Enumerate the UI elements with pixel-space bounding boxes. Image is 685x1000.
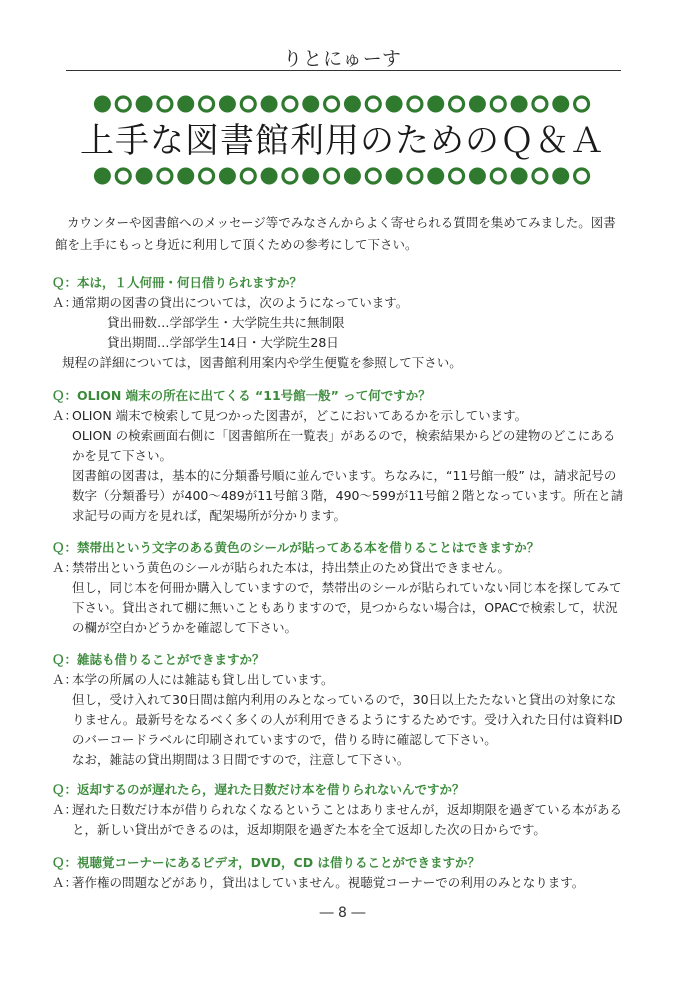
solid-dot-icon [177, 168, 194, 185]
ring-dot-icon [575, 97, 589, 111]
answer [72, 670, 627, 770]
question: Ｑ：本は，１人何冊・何日借りられますか？ [52, 275, 303, 290]
solid-dot-icon [219, 168, 236, 185]
ring-dot-icon [200, 169, 214, 183]
solid-dot-icon [511, 96, 528, 113]
answer-label: Ａ： [52, 875, 78, 890]
solid-dot-icon [177, 96, 194, 113]
ring-dot-icon [408, 97, 422, 111]
ring-dot-icon [116, 97, 130, 111]
answer [72, 800, 627, 840]
answer-line: 貸出期間…学部学生14日・大学院生28日 [82, 335, 339, 350]
dot-border-bottom [92, 166, 592, 186]
qa-item-3 [52, 538, 627, 638]
newsletter-title: りとにゅーす [283, 48, 402, 70]
answer-line: 但し，同じ本を何冊か購入していますので，禁帯出のシールが貼られていない同じ本を探してみて下さい。貸出されて棚に無いこともありますので，見つからない場合は，OPACで検索して，状況の欄が空白かどうかを確認して下さい。 [72, 580, 622, 635]
answer-label: Ａ： [52, 560, 78, 575]
solid-dot-icon [261, 168, 278, 185]
solid-dot-icon [344, 168, 361, 185]
answer [62, 293, 627, 373]
solid-dot-icon [427, 96, 444, 113]
answer-label: Ａ： [52, 802, 78, 817]
header-rule [66, 70, 621, 71]
answer-line: 通常期の図書の貸出については，次のようになっています。 [72, 295, 409, 310]
ring-dot-icon [116, 169, 130, 183]
ring-dot-icon [283, 97, 297, 111]
page-title: 上手な図書館利用のためのＱ＆Ａ [80, 121, 605, 161]
answer-line: 遅れた日数だけ本が借りられなくなるということはありませんが，返却期限を過ぎている本があると，新しい貸出ができるのは，返却期限を過ぎた本を全て返却した次の日からです。 [72, 802, 623, 837]
qa-item-2 [52, 386, 627, 526]
answer-line: 著作権の問題などがあり，貸出はしていません。視聴覚コーナーでの利用のみとなります。 [72, 875, 585, 890]
answer-label: Ａ： [52, 295, 78, 310]
ring-dot-icon [366, 97, 380, 111]
answer-line: 禁帯出という黄色のシールが貼られた本は，持出禁止のため貸出できません。 [72, 560, 511, 575]
solid-dot-icon [261, 96, 278, 113]
solid-dot-icon [386, 168, 403, 185]
ring-dot-icon [325, 169, 339, 183]
ring-dot-icon [408, 169, 422, 183]
solid-dot-icon [552, 168, 569, 185]
question: Ｑ：返却するのが遅れたら，遅れた日数だけ本を借りられないんですか？ [52, 782, 465, 797]
ring-dot-icon [158, 97, 172, 111]
solid-dot-icon [94, 96, 111, 113]
qa-item-6 [52, 853, 627, 893]
answer [72, 558, 627, 638]
qa-item-4 [52, 650, 627, 770]
answer-line: なお，雑誌の貸出期間は３日間ですので，注意して下さい。 [72, 752, 410, 767]
question: Ｑ：OLION 端末の所在に出てくる “11号館一般” って何ですか？ [52, 388, 431, 403]
solid-dot-icon [94, 168, 111, 185]
solid-dot-icon [511, 168, 528, 185]
ring-dot-icon [491, 169, 505, 183]
question: Ｑ：視聴覚コーナーにあるビデオ，DVD，CD は借りることができますか？ [52, 855, 480, 870]
ring-dot-icon [533, 169, 547, 183]
dot-border-top [92, 94, 592, 114]
ring-dot-icon [450, 169, 464, 183]
ring-dot-icon [491, 97, 505, 111]
solid-dot-icon [386, 96, 403, 113]
answer-line: OLION の検索画面右側に「図書館所在一覧表」があるので，検索結果からどの建物のどこにあるかを見て下さい。 [72, 428, 616, 463]
solid-dot-icon [427, 168, 444, 185]
solid-dot-icon [552, 96, 569, 113]
solid-dot-icon [302, 96, 319, 113]
ring-dot-icon [450, 97, 464, 111]
solid-dot-icon [469, 96, 486, 113]
ring-dot-icon [241, 169, 255, 183]
question: Ｑ：禁帯出という文字のある黄色のシールが貼ってある本を借りることはできますか？ [52, 540, 540, 555]
ring-dot-icon [158, 169, 172, 183]
solid-dot-icon [136, 96, 153, 113]
solid-dot-icon [344, 96, 361, 113]
ring-dot-icon [325, 97, 339, 111]
answer [72, 873, 627, 893]
ring-dot-icon [575, 169, 589, 183]
answer-line: OLION 端末で検索して見つかった図書が，どこにおいてあるかを示しています。 [72, 408, 528, 423]
ring-dot-icon [200, 97, 214, 111]
solid-dot-icon [219, 96, 236, 113]
answer [72, 406, 627, 526]
answer-label: Ａ： [52, 408, 78, 423]
answer-label: Ａ： [52, 672, 78, 687]
answer-line: 規程の詳細については，図書館利用案内や学生便覧を参照して下さい。 [62, 355, 462, 370]
question: Ｑ：雑誌も借りることができますか？ [52, 652, 265, 667]
solid-dot-icon [302, 168, 319, 185]
page-number: ― 8 ― [319, 905, 366, 921]
answer-line: 図書館の図書は，基本的に分類番号順に並んでいます。ちなみに，“11号館一般” は，請求記号の数字（分類番号）が400〜489が11号館３階，490〜599が11号館２階となっています。所在と請求記号の両方を見れば，配架場所が分かります。 [72, 468, 624, 523]
qa-item-1 [52, 273, 627, 373]
solid-dot-icon [136, 168, 153, 185]
ring-dot-icon [241, 97, 255, 111]
answer-line: 本学の所属の人には雑誌も貸し出しています。 [72, 672, 334, 687]
intro-paragraph: カウンターや図書館へのメッセージ等でみなさんからよく寄せられる質問を集めてみました。図書館を上手にもっと身近に利用して頂くための参考にして下さい。 [55, 215, 616, 252]
ring-dot-icon [283, 169, 297, 183]
answer-line: 貸出冊数…学部学生・大学院生共に無制限 [82, 315, 345, 330]
solid-dot-icon [469, 168, 486, 185]
ring-dot-icon [533, 97, 547, 111]
ring-dot-icon [366, 169, 380, 183]
answer-line: 但し，受け入れて30日間は館内利用のみとなっているので，30日以上たたないと貸出の対象になりません。最新号をなるべく多くの人が利用できるようにするためです。受け入れた日付は資料IDのバーコードラベルに印刷されていますので，借りる時に確認して下さい。 [72, 692, 623, 747]
qa-item-5 [52, 780, 627, 840]
